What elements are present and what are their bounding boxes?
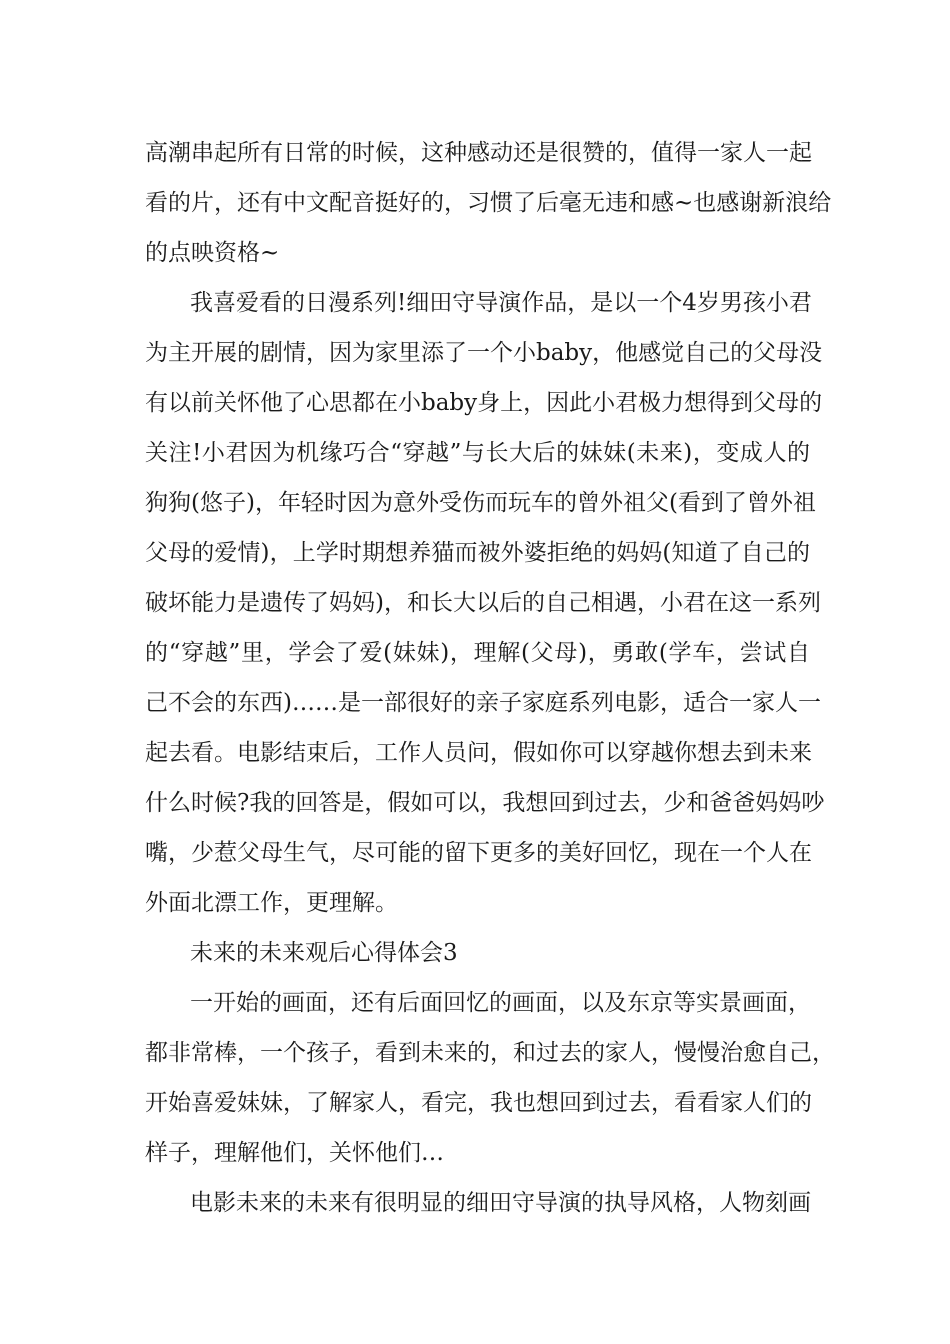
paragraph-review-2 [145,278,825,928]
paragraph-review-3 [145,978,835,1178]
text-line: 看的片，还有中文配音挺好的，习惯了后毫无违和感~也感谢新浪给 [145,190,832,216]
text-line: 开始喜爱妹妹，了解家人，看完，我也想回到过去，看看家人们的 [145,1090,812,1116]
heading-line: 未来的未来观后心得体会3 [190,940,458,966]
text-line: 为主开展的剧情，因为家里添了一个小baby，他感觉自己的父母没 [145,340,823,366]
text-line: 都非常棒，一个孩子，看到未来的，和过去的家人，慢慢治愈自己， [145,1040,835,1066]
text-line: 起去看。电影结束后，工作人员问，假如你可以穿越你想去到未来 [145,740,812,766]
text-line: 嘴，少惹父母生气，尽可能的留下更多的美好回忆，现在一个人在 [145,840,812,866]
text-line: 己不会的东西)……是一部很好的亲子家庭系列电影，适合一家人一 [145,690,821,716]
paragraph-review-4 [145,1178,810,1228]
text-line: 有以前关怀他了心思都在小baby身上，因此小君极力想得到父母的 [145,390,823,416]
section-heading [145,928,810,978]
text-line: 狗狗(悠子)，年轻时因为意外受伤而玩车的曾外祖父(看到了曾外祖 [145,490,816,516]
paragraph-continued [145,128,832,278]
text-line: 的点映资格~ [145,240,280,266]
text-line: 什么时候?我的回答是，假如可以，我想回到过去，少和爸爸妈妈吵 [145,790,825,816]
document-body [145,128,835,1228]
text-line: 关注!小君因为机缘巧合“穿越”与长大后的妹妹(未来)，变成人的 [145,440,810,466]
text-line: 高潮串起所有日常的时候，这种感动还是很赞的，值得一家人一起 [145,140,812,166]
text-line: 一开始的画面，还有后面回忆的画面，以及东京等实景画面， [190,990,811,1016]
text-line: 父母的爱情)，上学时期想养猫而被外婆拒绝的妈妈(知道了自己的 [145,540,810,566]
text-line: 样子，理解他们，关怀他们… [145,1140,444,1166]
text-line: 破坏能力是遗传了妈妈)，和长大以后的自己相遇，小君在这一系列 [145,590,821,616]
text-line: 的“穿越”里，学会了爱(妹妹)，理解(父母)，勇敢(学车，尝试自 [145,640,810,666]
text-line: 外面北漂工作，更理解。 [145,890,398,916]
text-line: 我喜爱看的日漫系列!细田守导演作品，是以一个4岁男孩小君 [190,290,812,316]
text-line: 电影未来的未来有很明显的细田守导演的执导风格，人物刻画 [190,1190,811,1216]
